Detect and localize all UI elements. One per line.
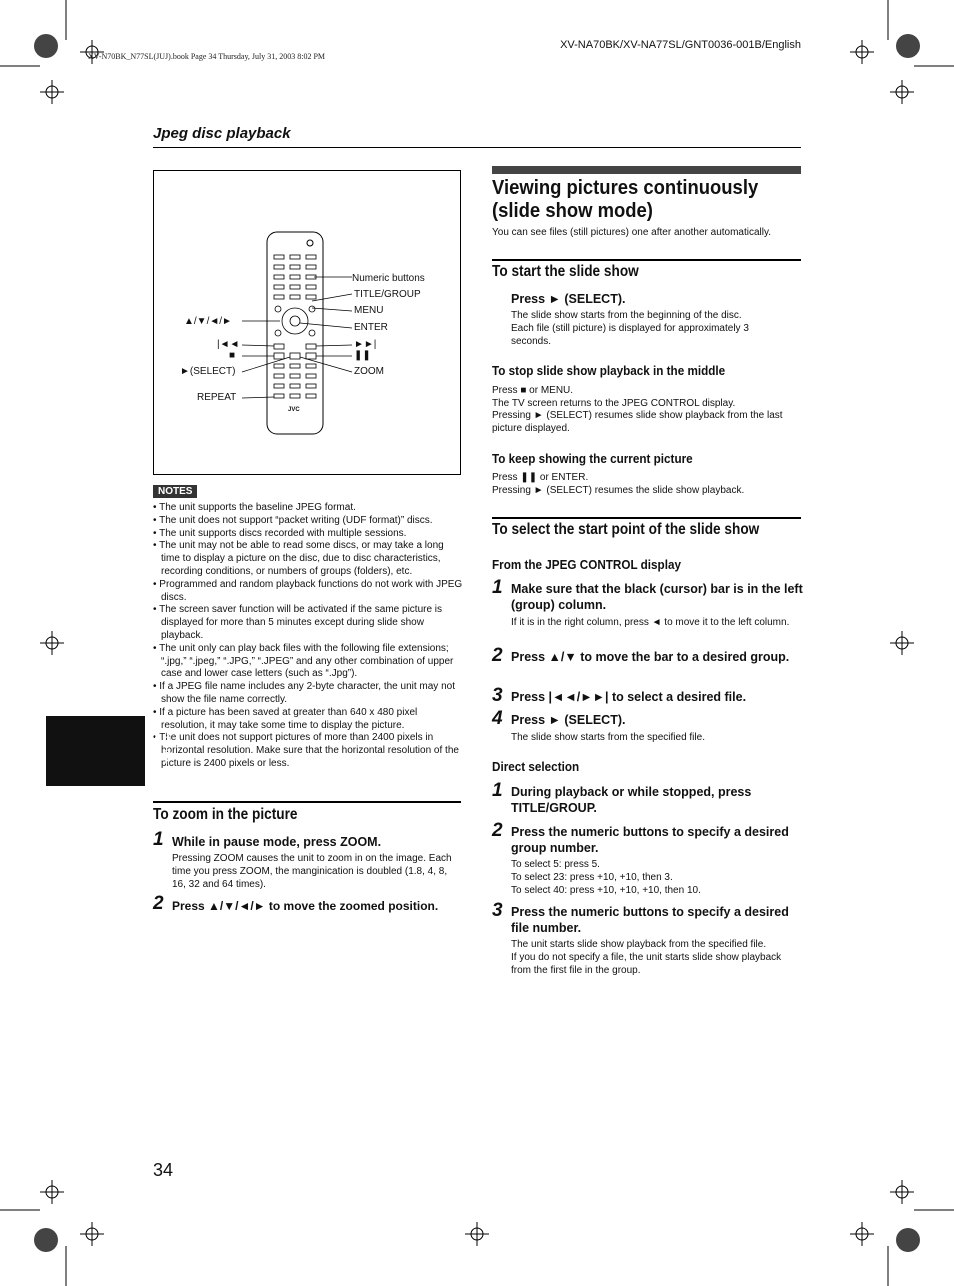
note-item: • The unit may not be able to read some discs, or may take a long time to display a picture on the disc, due to disc characteristics, recording conditions, or numbers of groups (folders), etc.	[153, 540, 463, 578]
select-heading: To select the start point of the slide show	[492, 521, 760, 538]
note-item: • The screen saver function will be activated if the same picture is displayed for more than 5 minutes except during slide show playback.	[153, 604, 463, 642]
label-title-group: TITLE/GROUP	[354, 289, 421, 300]
label-enter: ENTER	[354, 322, 388, 333]
s1-desc: If it is in the right column, press ◄ to move it to the left column.	[511, 617, 790, 628]
section-rule	[153, 147, 801, 148]
note-item: • Programmed and random playback functions do not work with JPEG discs.	[153, 579, 463, 605]
remote-illustration	[153, 170, 461, 475]
s4-desc: The slide show starts from the specified file.	[511, 732, 705, 743]
start-desc-2: Each file (still picture) is displayed for approximately 3 seconds.	[511, 323, 749, 347]
d3-number: 3	[492, 900, 503, 921]
label-pause-icon: ❚❚	[354, 350, 371, 361]
label-numeric-buttons: Numeric buttons	[352, 273, 425, 284]
note-item: • The unit only can play back files with the following file extensions; “.jpg,” “.jpeg,” “.JPG,” “.JPEG” and any other combination of upper case and lower case letters (such as “.Jpg”).	[153, 643, 463, 681]
s4-number: 4	[492, 708, 503, 729]
label-select: ►(SELECT)	[180, 366, 236, 377]
d3-desc-2: If you do not specify a file, the unit starts slide show playback from the first file in the group.	[511, 952, 782, 976]
zoom-step2-number: 2	[153, 893, 164, 914]
label-repeat: REPEAT	[197, 392, 237, 403]
s4-text: Press ► (SELECT).	[511, 713, 626, 727]
zoom-rule	[153, 801, 461, 803]
d1-number: 1	[492, 780, 503, 801]
label-next-icon: ►►|	[354, 339, 377, 350]
stop-desc-2: The TV screen returns to the JPEG CONTROL display.	[492, 398, 736, 409]
d3-desc-1: The unit starts slide show playback from the specified file.	[511, 939, 767, 950]
side-tab-label: JPEG disc playback	[153, 727, 172, 765]
zoom-step1: While in pause mode, press ZOOM.	[172, 835, 382, 849]
model-code: XV-NA70BK/XV-NA77SL/GNT0036-001B/English	[560, 39, 801, 51]
stop-heading: To stop slide show playback in the middle	[492, 363, 726, 378]
start-press: Press ► (SELECT).	[511, 292, 626, 306]
note-item: • The unit does not support pictures of more than 2400 pixels in horizontal resolution. Make sure that the horizontal resolution of the picture is 2400 pixels or less.	[153, 732, 463, 770]
s3-number: 3	[492, 685, 503, 706]
label-zoom: ZOOM	[354, 366, 384, 377]
s1-number: 1	[492, 577, 503, 598]
d3-text: Press the numeric buttons to specify a desired file number.	[511, 905, 789, 935]
zoom-step2: Press ▲/▼/◄/► to move the zoomed position.	[172, 899, 439, 913]
stop-desc-3: Pressing ► (SELECT) resumes slide show playback from the last picture displayed.	[492, 410, 783, 434]
title-bar	[492, 166, 801, 174]
d2-desc-2: To select 23: press +10, +10, then 3.	[511, 872, 673, 883]
s2-text: Press ▲/▼ to move the bar to a desired group.	[511, 650, 790, 664]
jvc-logo: JVC	[288, 407, 300, 413]
notes-list	[153, 502, 463, 771]
stop-desc-1: Press ■ or MENU.	[492, 385, 574, 396]
start-desc-1: The slide show starts from the beginning of the disc.	[511, 310, 742, 321]
note-item: • If a picture has been saved at greater than 640 x 480 pixel resolution, it may take some time to display the picture.	[153, 707, 463, 733]
d2-text: Press the numeric buttons to specify a desired group number.	[511, 825, 789, 855]
start-heading: To start the slide show	[492, 263, 639, 280]
label-arrows: ▲/▼/◄/►	[184, 316, 232, 327]
select-rule	[492, 517, 801, 519]
section-title: Jpeg disc playback	[153, 125, 291, 142]
slideshow-intro: You can see files (still pictures) one after another automatically.	[492, 227, 772, 238]
keep-desc-2: Pressing ► (SELECT) resumes the slide show playback.	[492, 485, 745, 496]
label-menu: MENU	[354, 305, 384, 316]
zoom-step1-desc: Pressing ZOOM causes the unit to zoom in on the image. Each time you press ZOOM, the manginication is doubled (1.8, 4, 8, 16, 32 and 64 times).	[172, 853, 452, 890]
page-number: 34	[153, 1160, 174, 1180]
notes-badge: NOTES	[153, 485, 197, 498]
d2-number: 2	[492, 820, 503, 841]
s2-number: 2	[492, 645, 503, 666]
note-item: • If a JPEG file name includes any 2-byte character, the unit may not show the file name correctly.	[153, 681, 463, 707]
start-rule	[492, 259, 801, 261]
keep-desc-1: Press ❚❚ or ENTER.	[492, 472, 589, 483]
slideshow-title: Viewing pictures continuously (slide show mode)	[492, 176, 759, 222]
file-info: XV-N70BK_N77SL(JUJ).book Page 34 Thursday, July 31, 2003 8:02 PM	[88, 52, 326, 61]
from-heading: From the JPEG CONTROL display	[492, 557, 681, 572]
zoom-heading: To zoom in the picture	[153, 806, 298, 823]
d2-desc-1: To select 5: press 5.	[511, 859, 600, 870]
direct-heading: Direct selection	[492, 759, 580, 774]
note-item: • The unit supports the baseline JPEG format.	[153, 502, 463, 515]
s1-text: Make sure that the black (cursor) bar is in the left (group) column.	[511, 582, 803, 612]
note-item: • The unit supports discs recorded with multiple sessions.	[153, 528, 463, 541]
d2-desc-3: To select 40: press +10, +10, +10, then 10.	[511, 885, 701, 896]
keep-heading: To keep showing the current picture	[492, 451, 693, 466]
s3-text: Press |◄◄/►►| to select a desired file.	[511, 690, 747, 704]
d1-text: During playback or while stopped, press TITLE/GROUP.	[511, 785, 752, 815]
label-prev-icon: |◄◄	[217, 339, 240, 350]
label-stop-icon: ■	[229, 350, 236, 361]
zoom-step1-number: 1	[153, 829, 164, 850]
note-item: • The unit does not support “packet writing (UDF format)” discs.	[153, 515, 463, 528]
